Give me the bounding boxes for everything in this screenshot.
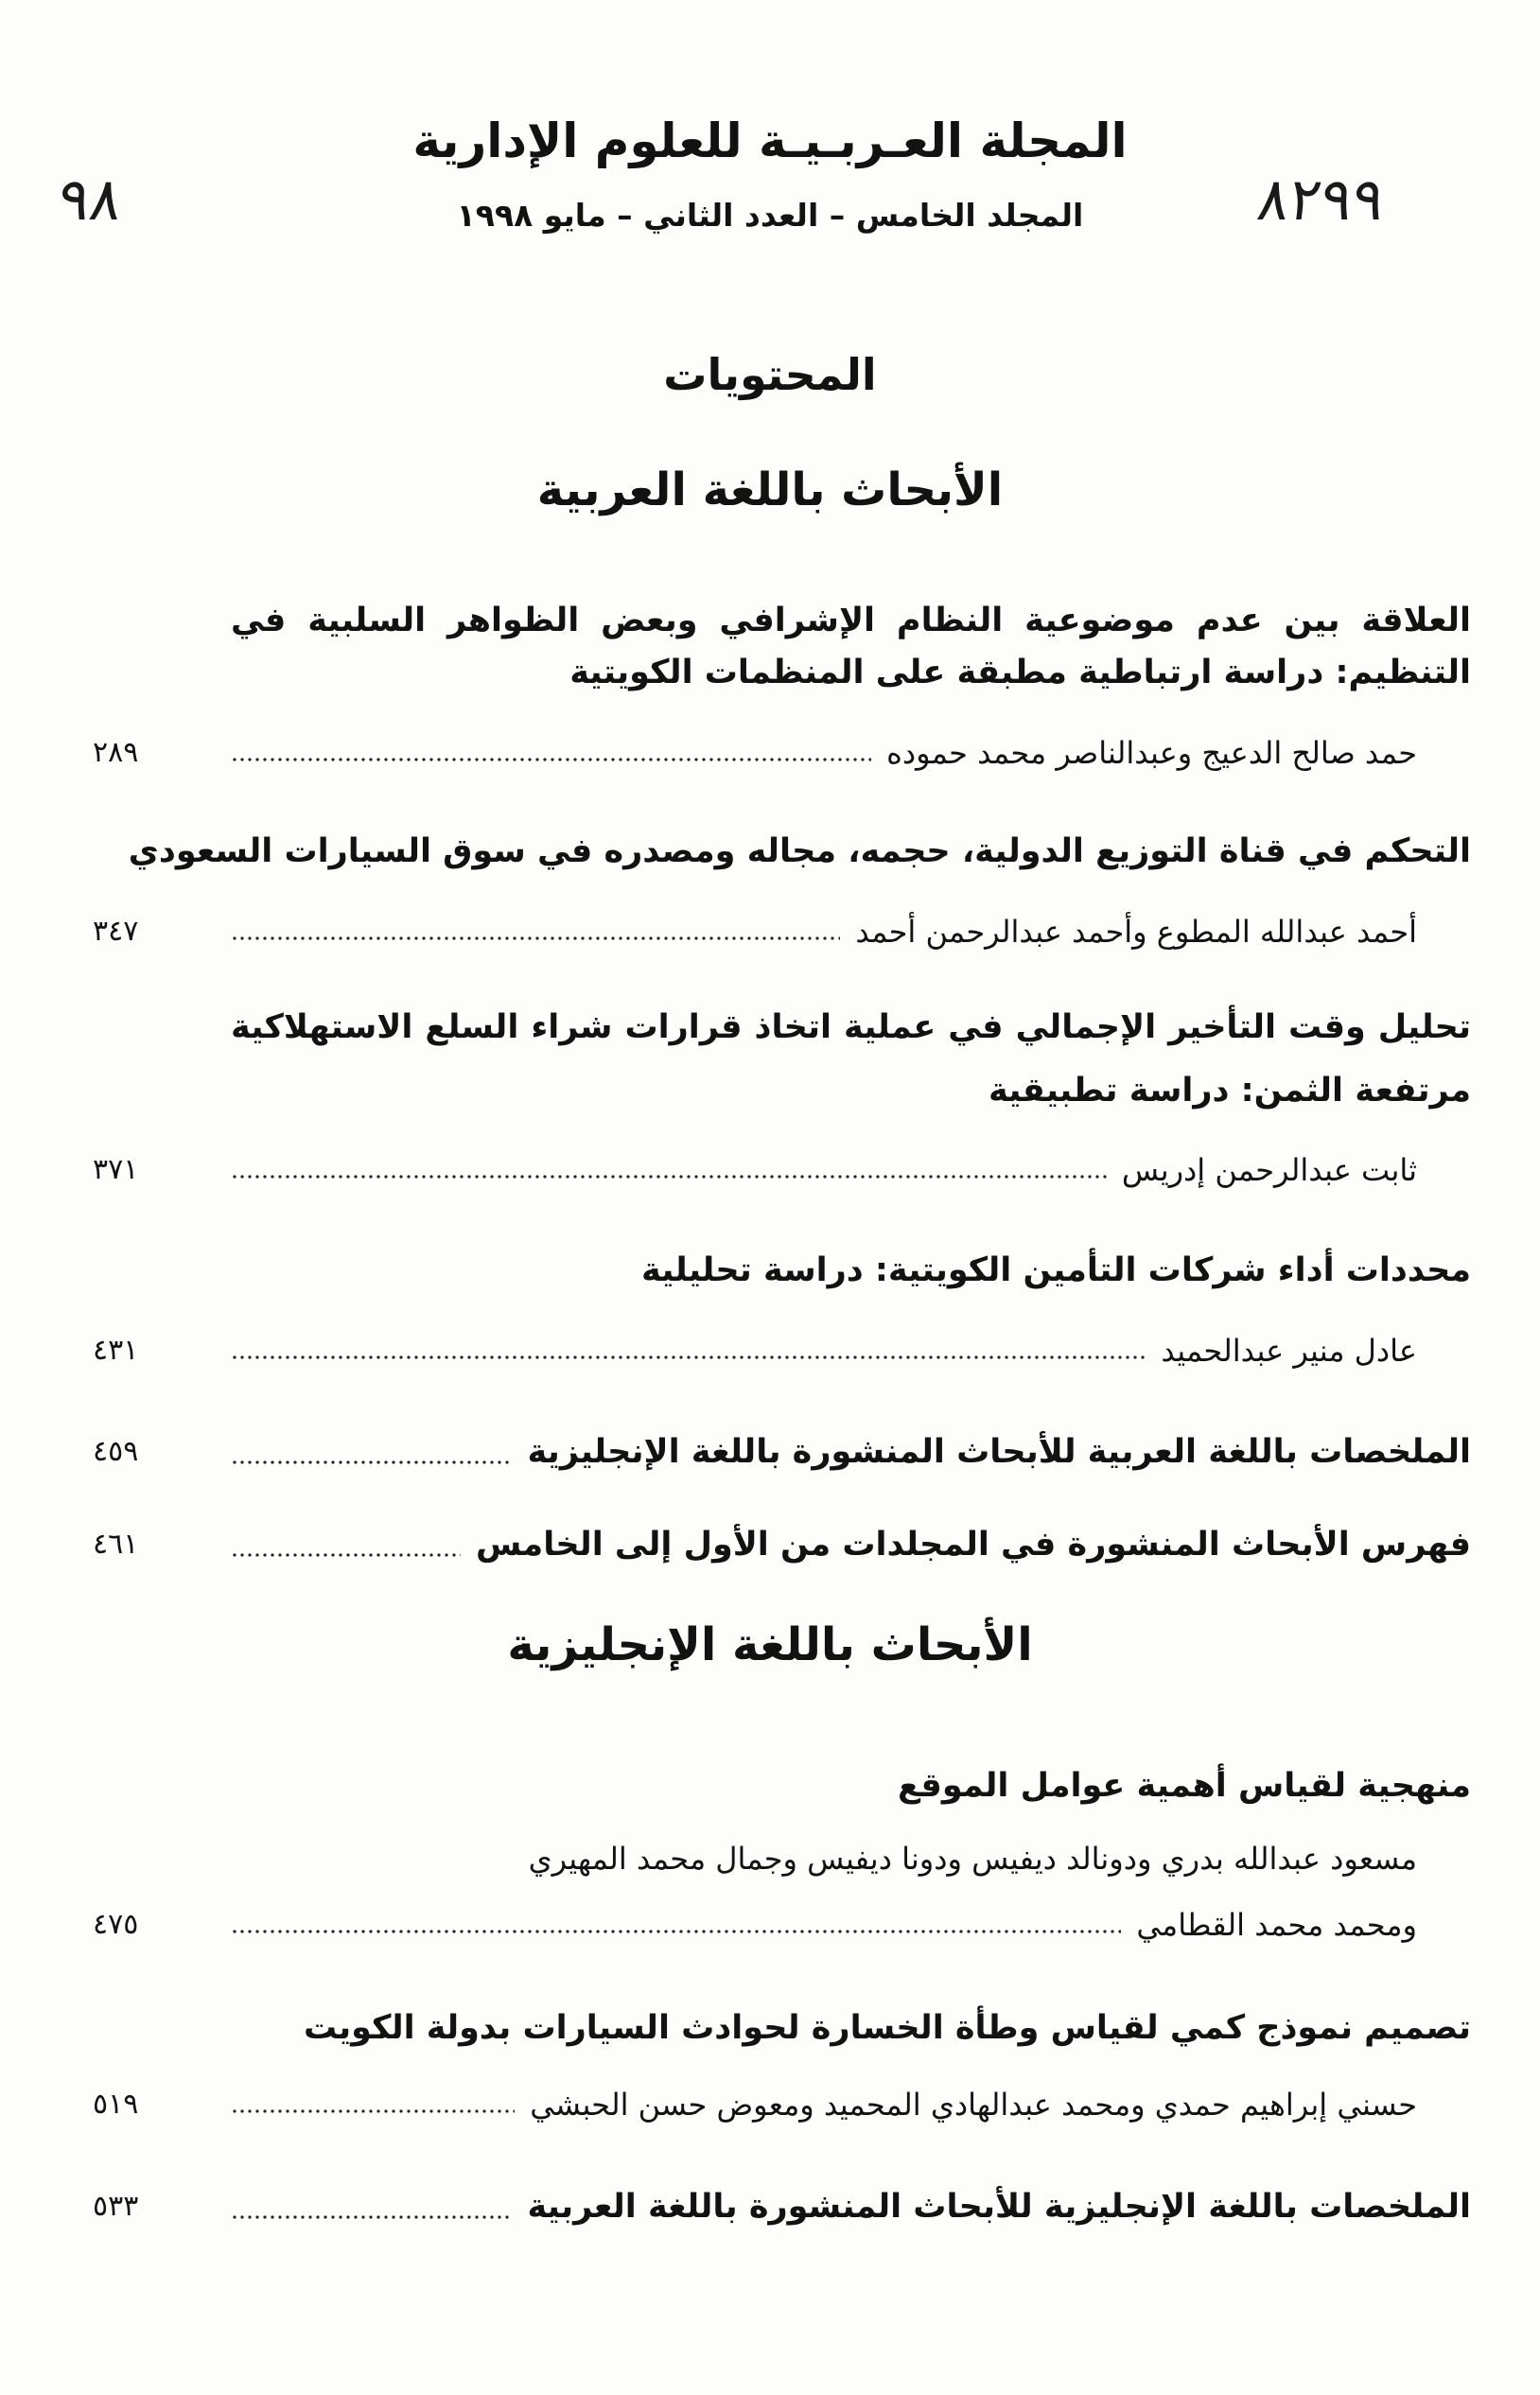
dot-leader — [231, 1172, 1107, 1181]
toc-entry-row — [93, 1902, 1417, 1948]
toc-entry-row — [93, 1425, 1471, 1478]
entry-title-line: منهجية لقياس أهمية عوامل الموقع — [898, 1767, 1471, 1805]
entry-authors: مسعود عبدالله بدري ودونالد ديفيس ودونا ديفيس وجمال محمد المهيري — [528, 1841, 1417, 1877]
dot-leader — [231, 2212, 512, 2222]
entry-title-line: العلاقة بين عدم موضوعية النظام الإشرافي وبعض الظواهر السلبية في — [231, 602, 1471, 639]
toc-entry-row — [93, 730, 1417, 776]
handwritten-note-right: ٨٢٩٩ — [1252, 165, 1390, 234]
dot-leader — [231, 1927, 1121, 1936]
handwritten-note-left: ٩٨ — [53, 165, 127, 234]
dot-leader — [231, 755, 871, 764]
entry-authors: ثابت عبدالرحمن إدريس — [1121, 1152, 1417, 1188]
dot-leader — [231, 934, 840, 943]
journal-title: المجلة العـربـيـة للعلوم الإدارية — [412, 114, 1128, 168]
toc-entry-row — [93, 909, 1417, 954]
page-number: ٤٥٩ — [93, 1435, 139, 1468]
toc-entry-row — [93, 1147, 1417, 1193]
issue-info: المجلد الخامس – العدد الثاني – مايو ١٩٩٨ — [456, 197, 1084, 234]
dot-leader — [231, 1458, 512, 1467]
entry-title-line: تحليل وقت التأخير الإجمالي في عملية اتخاذ قرارات شراء السلع الاستهلاكية — [231, 1008, 1471, 1046]
toc-entry-row — [93, 2082, 1417, 2127]
page-number: ٤٦١ — [93, 1528, 139, 1561]
page-number: ٥١٩ — [93, 2088, 139, 2121]
page-number: ٤٧٥ — [93, 1908, 139, 1941]
page-number: ٣٧١ — [93, 1153, 139, 1186]
entry-title: فهرس الأبحاث المنشورة في المجلدات من الأول إلى الخامس — [476, 1526, 1471, 1564]
entry-authors: أحمد عبدالله المطوع وأحمد عبدالرحمن أحمد — [855, 914, 1417, 950]
dot-leader — [231, 1353, 1146, 1362]
entry-title: الملخصات باللغة العربية للأبحاث المنشورة باللغة الإنجليزية — [527, 1433, 1471, 1471]
dot-leader — [231, 1550, 461, 1560]
contents-heading: المحتويات — [663, 349, 877, 400]
toc-entry-row — [93, 1328, 1417, 1373]
entry-title-line: تصميم نموذج كمي لقياس وطأة الخسارة لحوادث السيارات بدولة الكويت — [303, 2009, 1471, 2047]
entry-authors: حسني إبراهيم حمدي ومحمد عبدالهادي المحميد ومعوض حسن الحبشي — [530, 2087, 1417, 2123]
page-number: ٥٣٣ — [93, 2190, 139, 2223]
page-number: ٣٤٧ — [93, 915, 139, 948]
toc-entry-row — [93, 2180, 1471, 2233]
dot-leader — [231, 2107, 515, 2116]
page-number: ٤٣١ — [93, 1334, 139, 1367]
section-heading-arabic: الأبحاث باللغة العربية — [536, 463, 1004, 516]
section-heading-english: الأبحاث باللغة الإنجليزية — [507, 1618, 1033, 1671]
entry-title: الملخصات باللغة الإنجليزية للأبحاث المنشورة باللغة العربية — [527, 2188, 1471, 2226]
page-number: ٢٨٩ — [93, 736, 139, 769]
entry-title-line: التحكم في قناة التوزيع الدولية، حجمه، مجاله ومصدره في سوق السيارات السعودي — [128, 832, 1471, 870]
toc-entry-row — [93, 1518, 1471, 1571]
entry-authors: ومحمد محمد القطامي — [1136, 1907, 1417, 1943]
entry-title-line: مرتفعة الثمن: دراسة تطبيقية — [989, 1072, 1471, 1110]
entry-title-line: محددات أداء شركات التأمين الكويتية: دراسة تحليلية — [641, 1251, 1471, 1289]
entry-authors: عادل منير عبدالحميد — [1161, 1333, 1417, 1369]
entry-title-line: التنظيم: دراسة ارتباطية مطبقة على المنظمات الكويتية — [569, 654, 1471, 691]
entry-authors: حمد صالح الدعيج وعبدالناصر محمد حموده — [886, 735, 1417, 771]
